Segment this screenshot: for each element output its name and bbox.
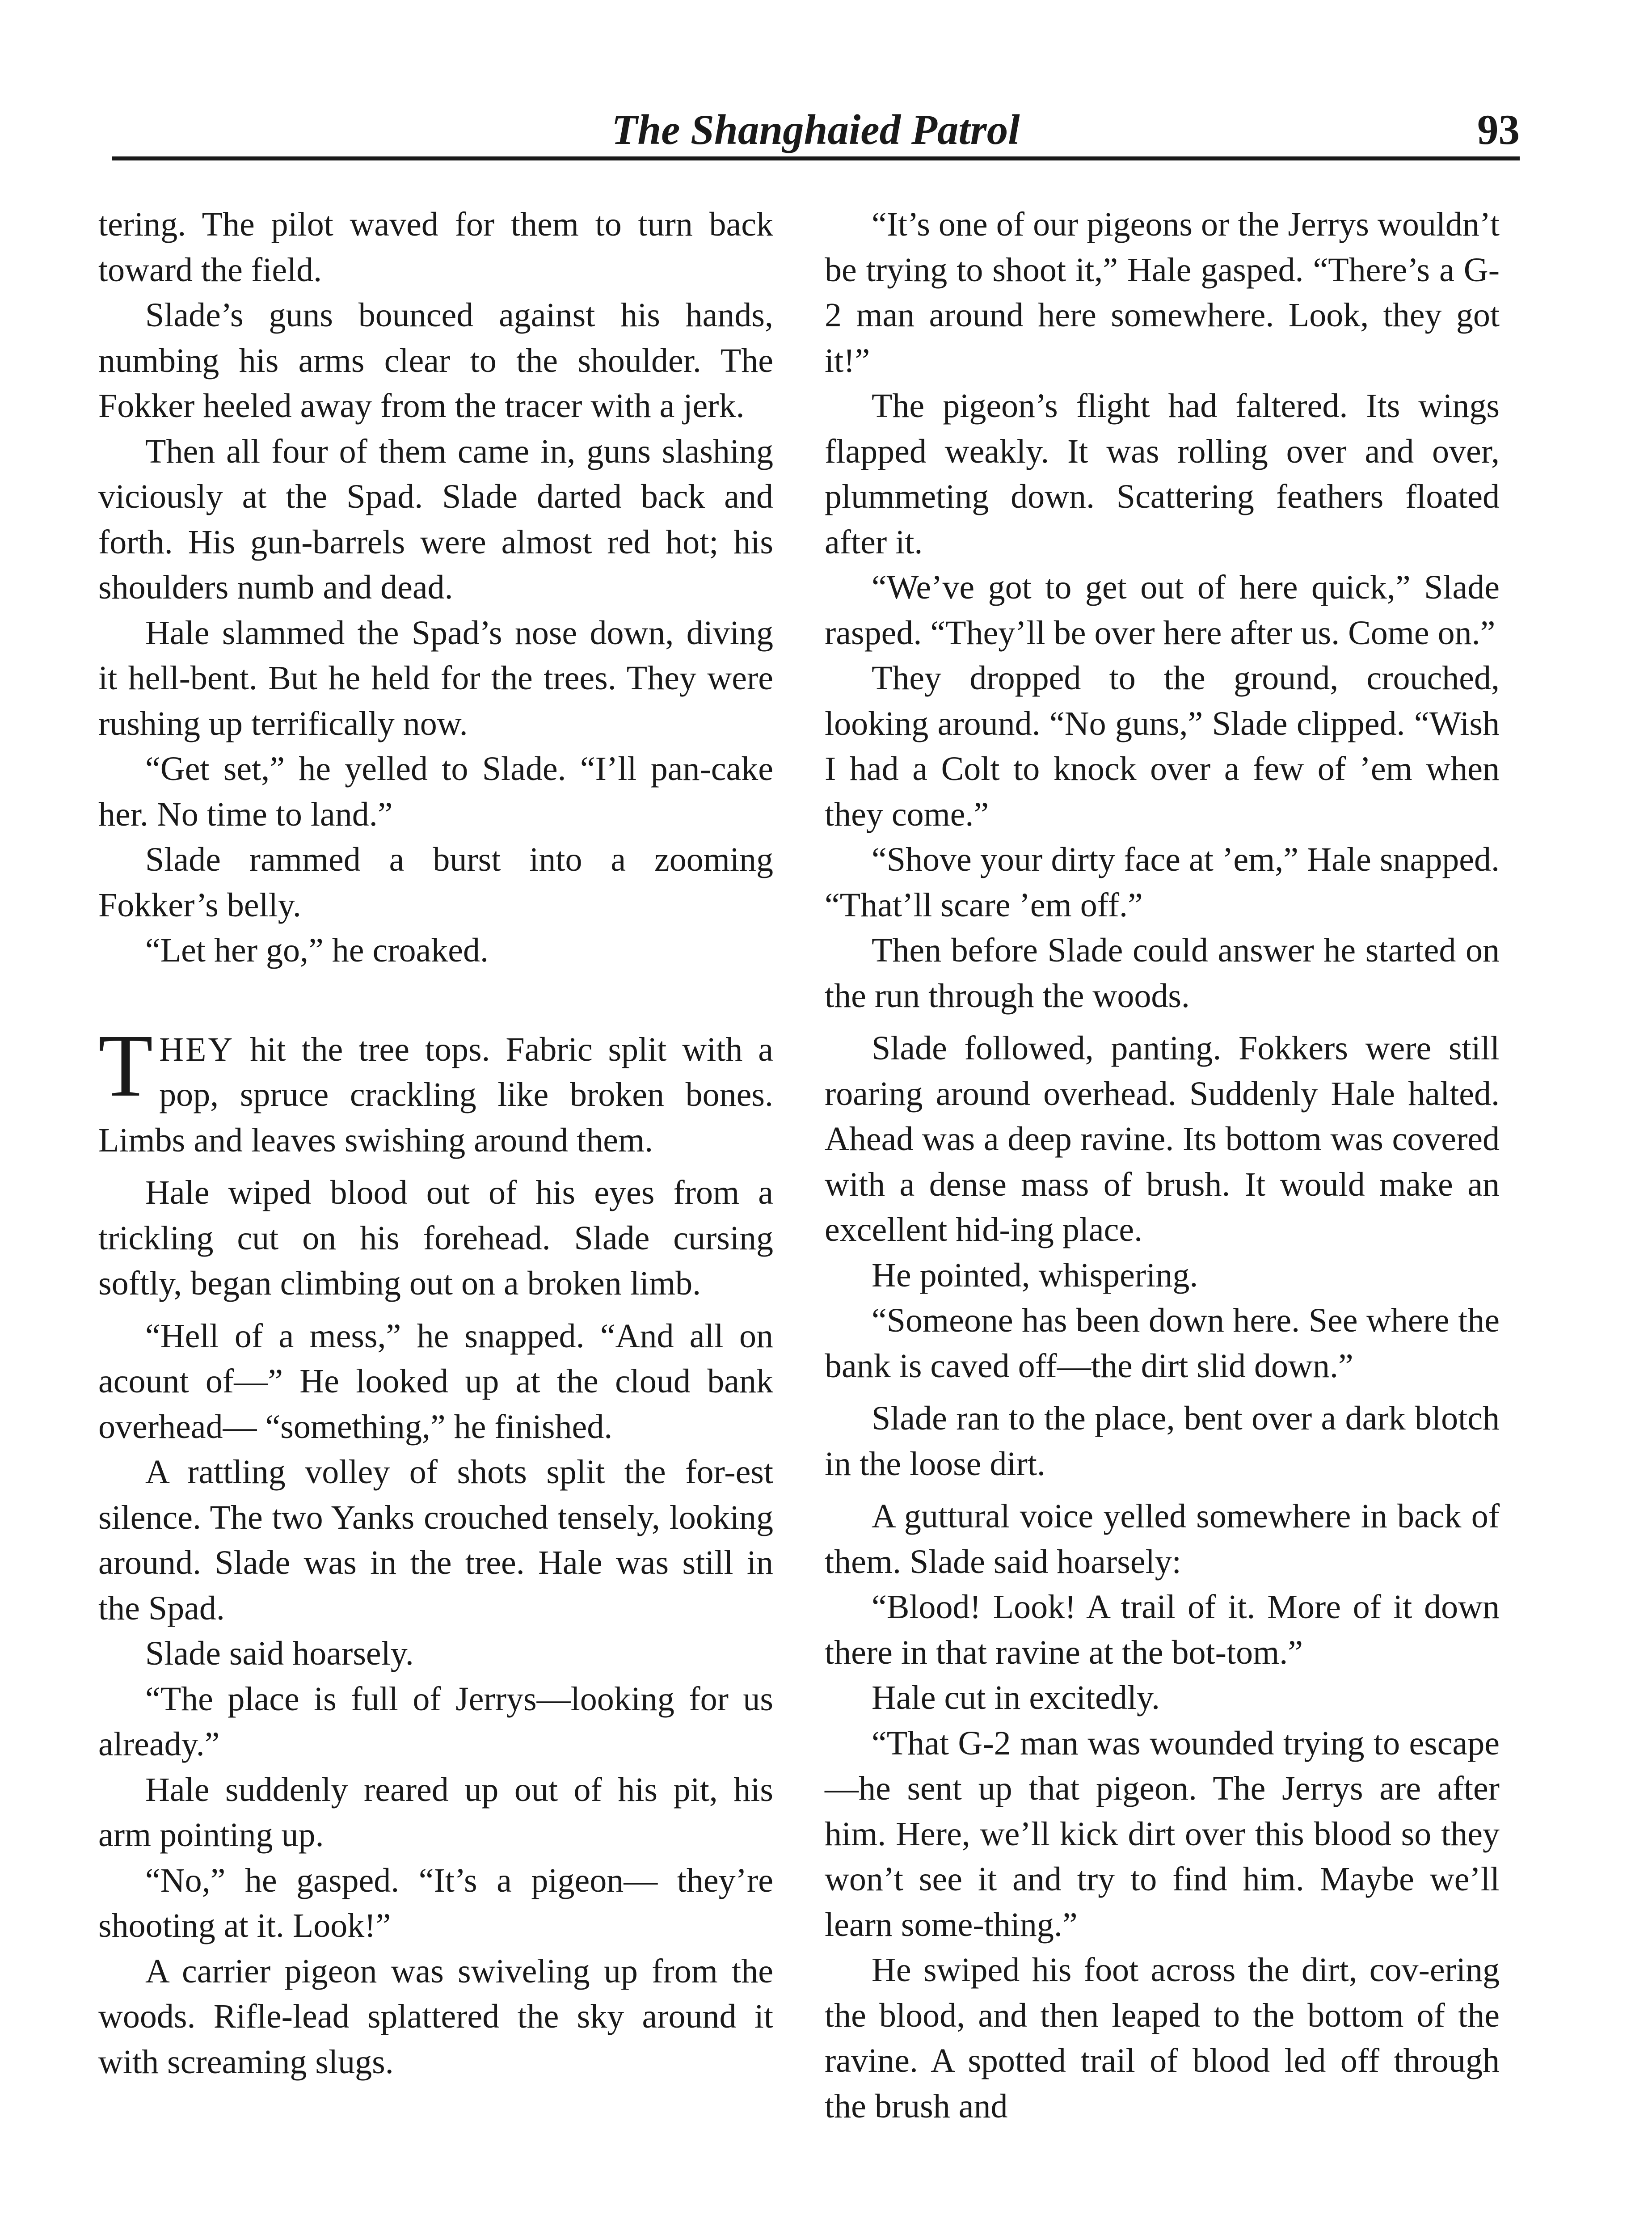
left-column [98, 202, 773, 2085]
paragraph: “Blood! Look! A trail of it. More of it down there in that ravine at the bot-tom.” [825, 1588, 1500, 1671]
paragraph: Hale cut in excitedly. [872, 1679, 1160, 1716]
paragraph: A carrier pigeon was swiveling up from the woods. Rifle-lead splattered the sky around it with screaming slugs. [98, 1952, 773, 2081]
paragraph: A guttural voice yelled somewhere in back of them. Slade said hoarsely: [825, 1497, 1500, 1581]
section-text: hit the tree tops. Fabric split with a pop, spruce crackling like broken bones. Limbs and leaves swishing around them. [98, 1030, 773, 1159]
small-caps-lead: HEY [159, 1030, 235, 1068]
paragraph: “The place is full of Jerrys—looking for us already.” [98, 1680, 773, 1763]
page-header [112, 89, 1520, 160]
paragraph: “Someone has been down here. See where the bank is caved off—the dirt slid down.” [825, 1302, 1500, 1385]
page-number: 93 [1477, 106, 1520, 153]
paragraph: “We’ve got to get out of here quick,” Slade rasped. “They’ll be over here after us. Come on.” [825, 569, 1500, 652]
paragraph: They dropped to the ground, crouched, looking around. “No guns,” Slade clipped. “Wish I had a Colt to knock over a few of ’em when they come.” [825, 659, 1500, 833]
paragraph: “Hell of a mess,” he snapped. “And all on acount of—” He looked up at the cloud bank overhead— “something,” he finished. [98, 1317, 773, 1446]
paragraph: Hale suddenly reared up out of his pit, his arm pointing up. [98, 1771, 773, 1854]
paragraph: The pigeon’s flight had faltered. Its wings flapped weakly. It was rolling over and over, plummeting down. Scattering feathers floated after it. [825, 387, 1500, 561]
paragraph: Then before Slade could answer he started on the run through the woods. [825, 932, 1500, 1015]
section-opening-paragraph [98, 1016, 773, 1164]
paragraph: “It’s one of our pigeons or the Jerrys wouldn’t be trying to shoot it,” Hale gasped. “There’s a G-2 man around here somewhere. Look, they got it!” [825, 206, 1500, 380]
paragraph: He swiped his foot across the dirt, cov-ering the blood, and then leaped to the bottom of the ravine. A spotted trail of blood led off through the brush and [825, 1951, 1500, 2125]
paragraph: Slade rammed a burst into a zooming Fokker’s belly. [98, 841, 773, 924]
drop-cap: T [98, 1016, 153, 1115]
paragraph: Hale wiped blood out of his eyes from a trickling cut on his forehead. Slade cursing softly, began climbing out on a broken limb. [98, 1174, 773, 1302]
paragraph: Slade’s guns bounced against his hands, numbing his arms clear to the shoulder. The Fokker heeled away from the tracer with a jerk. [98, 296, 773, 425]
paragraph: tering. The pilot waved for them to turn back toward the field. [98, 206, 773, 289]
paragraph: “Shove your dirty face at ’em,” Hale snapped. “That’ll scare ’em off.” [825, 841, 1500, 924]
paragraph: Slade said hoarsely. [145, 1635, 414, 1672]
paragraph: A rattling volley of shots split the for-est silence. The two Yanks crouched tensely, looking around. Slade was in the tree. Hale was still in the Spad. [98, 1453, 773, 1627]
paragraph: Then all four of them came in, guns slashing viciously at the Spad. Slade darted back and forth. His gun-barrels were almost red hot; his shoulders numb and dead. [98, 432, 773, 606]
paragraph: Slade followed, panting. Fokkers were still roaring around overhead. Suddenly Hale halted. Ahead was a deep ravine. Its bottom was covered with a dense mass of brush. It would make an excellent hid-ing place. [825, 1029, 1500, 1248]
paragraph: Slade ran to the place, bent over a dark blotch in the loose dirt. [825, 1400, 1500, 1483]
paragraph: Hale slammed the Spad’s nose down, diving it hell-bent. But he held for the trees. They were rushing up terrifically now. [98, 614, 773, 742]
right-column [825, 202, 1500, 2129]
paragraph: “That G-2 man was wounded trying to escape—he sent up that pigeon. The Jerrys are after him. Here, we’ll kick dirt over this blood so they won’t see it and try to find him. Maybe we’ll learn some-thing.” [825, 1724, 1500, 1944]
running-title: The Shanghaied Patrol [611, 106, 1020, 153]
paragraph: He pointed, whispering. [872, 1256, 1198, 1294]
paragraph: “Let her go,” he croaked. [145, 932, 489, 969]
paragraph: “Get set,” he yelled to Slade. “I’ll pan-cake her. No time to land.” [98, 750, 773, 833]
paragraph: “No,” he gasped. “It’s a pigeon— they’re shooting at it. Look!” [98, 1861, 773, 1944]
